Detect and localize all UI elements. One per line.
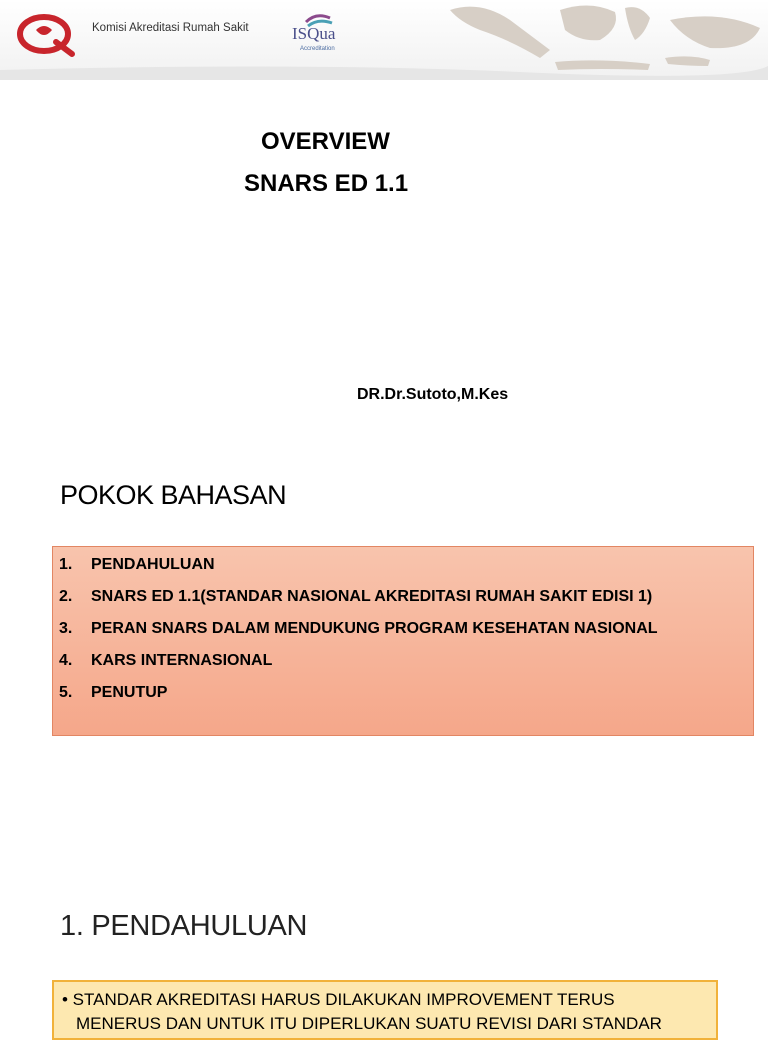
introduction-bullet (62, 988, 662, 1036)
agenda-list (53, 547, 753, 705)
agenda-item-number: 5. (59, 684, 73, 701)
agenda-item (59, 553, 753, 577)
agenda-item-text: PENUTUP (91, 684, 168, 701)
introduction-box (52, 980, 718, 1040)
author: DR.Dr.Sutoto,M.Kes (357, 386, 509, 403)
agenda-item-number: 3. (59, 620, 73, 637)
agenda-title: POKOK BAHASAN (60, 480, 287, 510)
slide-title (0, 0, 768, 440)
isqua-sub: Accreditation (300, 46, 335, 52)
slide-agenda (0, 442, 768, 872)
indonesia-map (440, 0, 768, 80)
slide-title-line1: OVERVIEW (261, 128, 390, 155)
agenda-item-number: 1. (59, 556, 73, 573)
kars-logo (16, 12, 78, 58)
agenda-box (52, 546, 754, 736)
agenda-item (59, 681, 753, 705)
agenda-item-text: PENDAHULUAN (91, 556, 215, 573)
agenda-item-text: PERAN SNARS DALAM MENDUKUNG PROGRAM KESEHATAN NASIONAL (91, 620, 658, 637)
agenda-item (59, 617, 753, 641)
agenda-item (59, 585, 753, 609)
bullet-line-2: MENERUS DAN UNTUK ITU DIPERLUKAN SUATU REVISI DARI STANDAR (76, 1014, 662, 1033)
agenda-item-number: 4. (59, 652, 73, 669)
org-name: Komisi Akreditasi Rumah Sakit (92, 22, 249, 34)
slide-title-line2: SNARS ED 1.1 (244, 170, 409, 197)
isqua-brand: ISQua (292, 24, 336, 43)
agenda-item-text: KARS INTERNASIONAL (91, 652, 273, 669)
agenda-item (59, 649, 753, 673)
agenda-item-number: 2. (59, 588, 73, 605)
bullet-line-1: • STANDAR AKREDITASI HARUS DILAKUKAN IMPROVEMENT TERUS (62, 990, 615, 1009)
header-band (0, 0, 768, 80)
introduction-title: 1. PENDAHULUAN (60, 910, 308, 942)
agenda-item-text: SNARS ED 1.1(STANDAR NASIONAL AKREDITASI RUMAH SAKIT EDISI 1) (91, 588, 653, 605)
slide-introduction (0, 874, 768, 1033)
